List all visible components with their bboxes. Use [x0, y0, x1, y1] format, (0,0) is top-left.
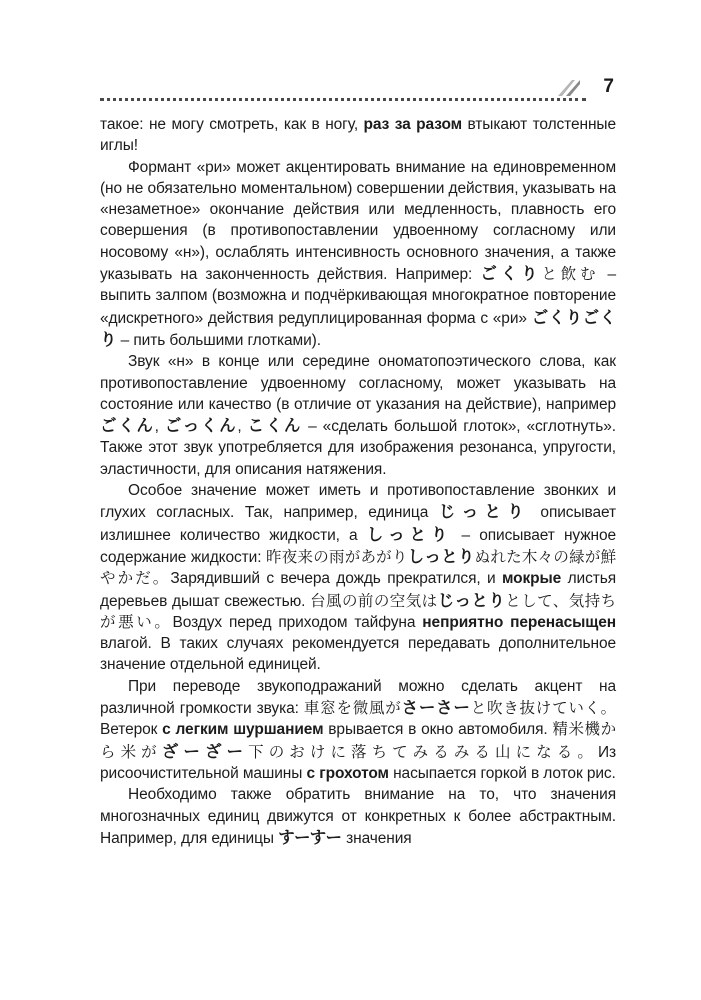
paragraph-text: – «сделать большой глоток», «сглотнуть». Также этот звук употребляется для изображения резонанса, упругости, эластичности, для описания натяжения. [100, 418, 616, 478]
japanese-text: 昨夜来の雨があがり [265, 547, 408, 566]
paragraph-text: , [154, 418, 165, 436]
japanese-onomatopoeia: ごくり [480, 264, 542, 284]
paragraph-text: такое: не могу смотреть, как в ногу, [100, 116, 364, 133]
japanese-onomatopoeia: しっとり [366, 524, 453, 544]
paragraph [100, 351, 616, 480]
paragraph-text: Формант «ри» может акцентировать внимание на единовременном (но не обязательно моментальном) совершении действия, указывать на «незаметное» окончание действия или медленность, плавность его совершения (в противопоставлении удвоенному согласному или носовому «н»), ослаблять интенсивность основного значения, а также указывать на законченность действия. Например: [100, 158, 616, 284]
paragraph-text: листья деревьев дышат свежестью. [100, 570, 616, 610]
japanese-text: 台風の前の空気は [310, 591, 438, 610]
paragraph [100, 114, 616, 157]
paragraph-text: При переводе звукоподражаний можно сделать акцент на различной громкости звука: [100, 677, 616, 718]
paragraph-text: Зарядивший с вечера дождь прекратился, и [170, 570, 502, 588]
paragraph-text: Из рисоочистительной машины [100, 743, 616, 782]
paragraph [100, 676, 616, 784]
japanese-onomatopoeia: しっとり [407, 546, 475, 566]
paragraph [100, 480, 616, 676]
japanese-text: と飲む [541, 265, 600, 284]
japanese-onomatopoeia: さーさー [401, 698, 471, 718]
japanese-text: ぬれた木々の緑が鮮やかだ。 [100, 547, 616, 588]
page-header [100, 68, 616, 108]
japanese-text: 車窓を微風が [303, 699, 402, 718]
paragraph-text: Необходимо также обратить внимание на то, что значения многозначных единиц движутся от конкретных к более абстрактным. Например, для единицы [100, 786, 616, 847]
japanese-onomatopoeia: こくん [247, 416, 303, 436]
japanese-text: 下のおけに落ちてみるみる山になる。 [248, 742, 598, 761]
japanese-text: と吹き抜けていく。 [470, 699, 616, 718]
paragraph-text: – выпить залпом (возможна и подчёркивающая многократное повторение «дискретного» действия редуплицированная форма с «ри» [100, 266, 617, 327]
emphasis-text: мокрые [501, 570, 562, 588]
japanese-onomatopoeia: ごくん [100, 416, 155, 436]
paragraph-text: насыпается горкой в лоток рис. [388, 764, 616, 782]
paragraph-text: Ветерок [100, 721, 163, 739]
page-number: 7 [603, 76, 614, 97]
japanese-onomatopoeia: じっとり [437, 590, 506, 610]
emphasis-text: с грохотом [306, 764, 389, 782]
paragraph-text: Особое значение может иметь и противопоставление звонких и глухих согласных. Так, например, единица [100, 482, 616, 522]
body-text [100, 114, 616, 849]
japanese-onomatopoeia: ごっくん [164, 416, 238, 436]
japanese-onomatopoeia: ざーざー [161, 741, 249, 761]
paragraph [100, 157, 616, 352]
japanese-text: 精米機から米が [100, 720, 616, 761]
japanese-text: として、気持ちが悪い。 [100, 591, 616, 631]
japanese-onomatopoeia: すーすー [278, 827, 342, 847]
paragraph-text: – пить большими глотками). [116, 331, 321, 349]
emphasis-text: раз за разом [363, 116, 462, 133]
emphasis-text: неприятно перенасыщен [422, 613, 617, 631]
paragraph-text: втыкают толстенные иглы! [100, 116, 616, 155]
japanese-onomatopoeia: ごくりごくり [100, 307, 616, 349]
paragraph-text: влагой. В таких случаях рекомендуется передавать дополнительное значение отдельной единицей. [100, 635, 616, 674]
page-corner-marker [558, 80, 580, 96]
emphasis-text: с легким шуршанием [162, 721, 324, 739]
paragraph-text: Звук «н» в конце или середине ономатопоэтического слова, как противопоставление удвоенному согласному, может указывать на состояние или качество (в отличие от указания на действие), например [100, 353, 616, 413]
paragraph-text: значения [341, 829, 412, 847]
paragraph [100, 784, 616, 849]
paragraph-text: – описывает нужное содержание жидкости: [100, 526, 616, 566]
paragraph-text: Воздух перед приходом тайфуна [172, 613, 423, 631]
header-dotted-rule [100, 98, 586, 101]
paragraph-text: описывает излишнее количество жидкости, а [100, 504, 616, 544]
japanese-onomatopoeia: じっとり [438, 502, 530, 522]
paragraph-text: врывается в окно автомобиля. [323, 721, 553, 739]
paragraph-text: , [237, 418, 248, 436]
